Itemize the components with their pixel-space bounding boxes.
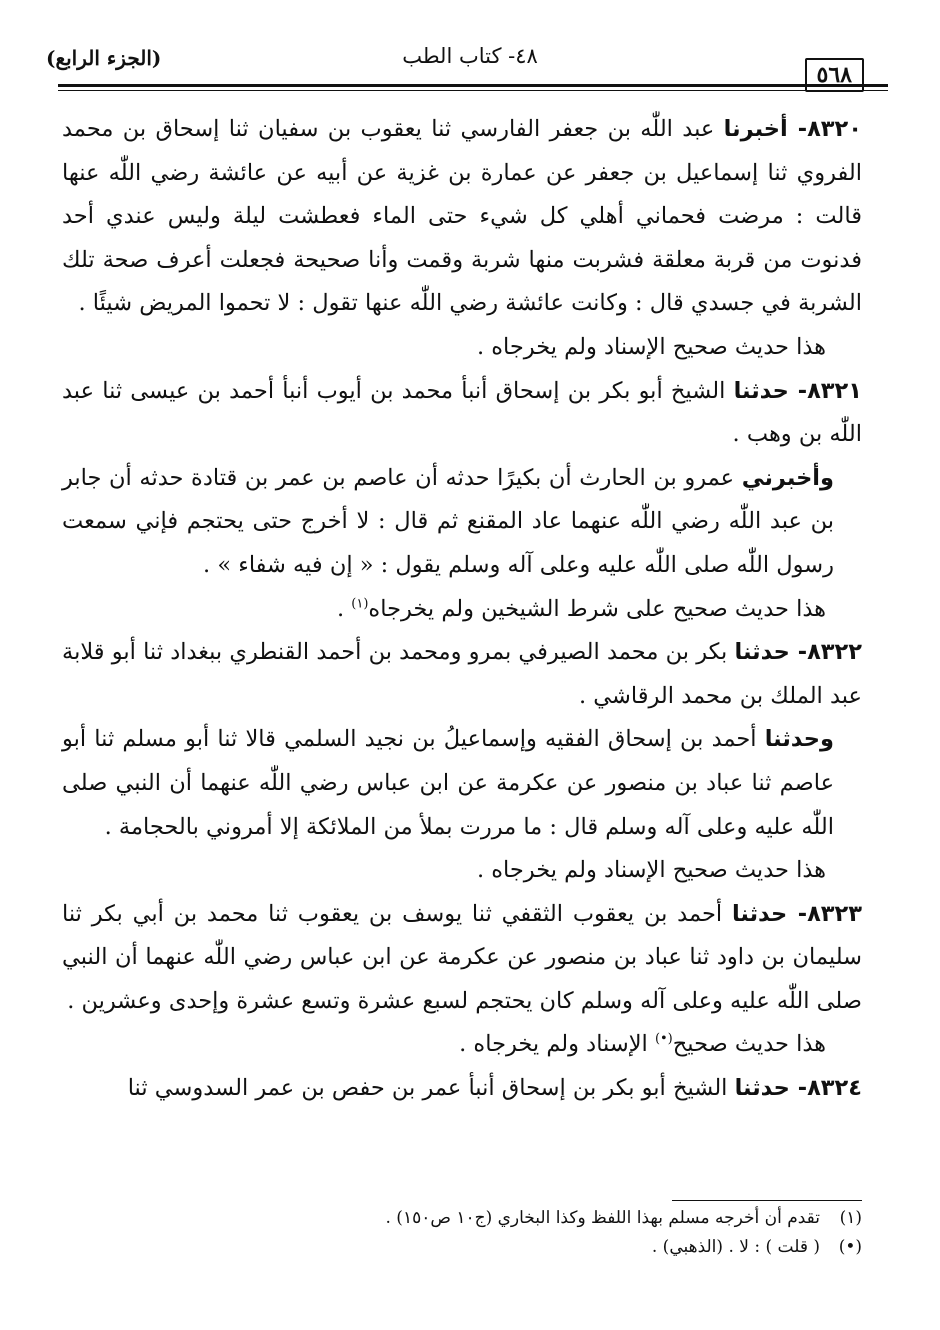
hadith-8322: ٨٣٢٢- حدثنا بكر بن محمد الصيرفي بمرو ومحمد بن أحمد القنطري ببغداد ثنا أبو قلابة عبد الملك بن محمد الرقاشي .	[62, 639, 862, 709]
footnote-text: ( قلت ) : لا . (الذهبي) .	[651, 1237, 820, 1257]
header-rule	[58, 84, 888, 91]
hadith-text: أحمد بن إسحاق الفقيه وإسماعيلُ بن نجيد السلمي قالا ثنا أبو مسلم ثنا أبو عاصم ثنا عباد بن منصور عن عكرمة عن ابن عباس رضي اللّٰه عنهما أن النبي صلى اللّٰه عليه وعلى آله وسلم قال : ما مررت بملأ من الملائكة إلا أمروني بالحجامة .	[62, 726, 834, 840]
footnote-mark: (•)	[838, 1237, 862, 1257]
narration-keyword: حدثنا	[733, 377, 789, 404]
hadith-text: أحمد بن يعقوب الثقفي ثنا يوسف بن يعقوب ثنا محمد بن أبي بكر ثنا سليمان بن داود ثنا عباد بن منصور عن عكرمة عن ابن عباس رضي اللّٰه عنهما أن النبي صلى اللّٰه عليه وعلى آله وسلم كان يحتجم لسبع عشرة وتسع عشرة وإحدى وعشرين .	[62, 900, 862, 1014]
hadith-number: ٨٣٢٢	[807, 639, 862, 666]
narration-keyword: أخبرنا	[723, 116, 788, 142]
hadith-text: الشيخ أبو بكر بن إسحاق أنبأ محمد بن أيوب أنبأ أحمد بن عيسى ثنا عبد اللّٰه بن وهب .	[62, 377, 862, 448]
page-header	[24, 34, 916, 88]
footnote	[62, 1233, 862, 1262]
hadith-8323: ٨٣٢٣- حدثنا أحمد بن يعقوب الثقفي ثنا يوسف بن يعقوب ثنا محمد بن أبي بكر ثنا سليمان بن داود ثنا عباد بن منصور عن عكرمة عن ابن عباس رضي اللّٰه عنهما أن النبي صلى اللّٰه عليه وعلى آله وسلم كان يحتجم لسبع عشرة وتسع عشرة وإحدى وعشرين .	[62, 900, 862, 1014]
hadith-grade: هذا حديث صحيح(•) الإسناد ولم يخرجاه .	[459, 1031, 826, 1058]
volume-label: (الجزء الرابع)	[46, 46, 162, 70]
hadith-text: بكر بن محمد الصيرفي بمرو ومحمد بن أحمد القنطري ببغداد ثنا أبو قلابة عبد الملك بن محمد الرقاشي .	[62, 639, 862, 709]
hadith-8322-chain-2	[62, 718, 862, 849]
narration-keyword: وحدثنا	[764, 726, 834, 753]
hadith-grade: هذا حديث صحيح على شرط الشيخين ولم يخرجاه$^{(١)}$ .	[336, 595, 826, 622]
narration-keyword: حدثنا	[734, 639, 790, 666]
hadith-8320: ٨٣٢٠- أخبرنا عبد اللّٰه بن جعفر الفارسي ثنا يعقوب بن سفيان ثنا إسحاق بن محمد الفروي ثنا إسماعيل بن جعفر عن عمارة بن غزية عن أبيه عن عائشة رضي اللّٰه عنها قالت : مرضت فحماني أهلي كل شيء حتى الماء فعطشت ليلة وليس عندي أحد فدنوت من قربة معلقة فشربت منها شربة وقمت وأنا صحيحة فجعلت أعرف صحة تلك الشربة في جسدي قال : وكانت عائشة رضي اللّٰه عنها تقول : لا تحموا المريض شيئًا .	[62, 116, 862, 317]
footnote-mark: (١)	[839, 1208, 862, 1228]
hadith-8321: ٨٣٢١- حدثنا الشيخ أبو بكر بن إسحاق أنبأ محمد بن أيوب أنبأ أحمد بن عيسى ثنا عبد اللّٰه بن وهب .	[62, 377, 863, 448]
hadith-number: ٨٣٢٤	[807, 1075, 862, 1102]
footnote-ref: (•)	[654, 1031, 673, 1047]
book-chapter-title: ٤٨- كتاب الطب	[402, 44, 538, 68]
hadith-8324: ٨٣٢٤- حدثنا الشيخ أبو بكر بن إسحاق أنبأ عمر بن حفص بن عمر السدوسي ثنا	[127, 1075, 862, 1102]
footnote-text: تقدم أن أخرجه مسلم بهذا اللفظ وكذا البخاري (ج١٠ ص١٥٠) .	[385, 1208, 820, 1228]
narration-keyword: وأخبرني	[741, 464, 834, 491]
hadith-grade: هذا حديث صحيح الإسناد ولم يخرجاه .	[476, 333, 826, 360]
hadith-grade: هذا حديث صحيح الإسناد ولم يخرجاه .	[476, 857, 826, 884]
narration-keyword: حدثنا	[731, 900, 788, 927]
narration-keyword: حدثنا	[734, 1075, 790, 1102]
footnote-separator	[672, 1200, 862, 1201]
hadith-number: ٨٣٢١	[807, 377, 863, 404]
hadith-8321-chain-2	[62, 457, 862, 588]
footnote	[62, 1204, 862, 1233]
footnote-ref: (١)	[351, 596, 369, 612]
hadith-text: الشيخ أبو بكر بن إسحاق أنبأ عمر بن حفص بن عمر السدوسي ثنا	[127, 1075, 728, 1102]
page-body	[62, 108, 862, 1111]
footnotes	[62, 1204, 862, 1262]
hadith-number: ٨٣٢٣	[807, 900, 862, 927]
page-number: ٥٦٨	[805, 58, 864, 92]
hadith-text: عبد اللّٰه بن جعفر الفارسي ثنا يعقوب بن سفيان ثنا إسحاق بن محمد الفروي ثنا إسماعيل بن جعفر عن عمارة بن غزية عن أبيه عن عائشة رضي اللّٰه عنها قالت : مرضت فحماني أهلي كل شيء حتى الماء فعطشت ليلة وليس عندي أحد فدنوت من قربة معلقة فشربت منها شربة وقمت وأنا صحيحة فجعلت أعرف صحة تلك الشربة في جسدي قال : وكانت عائشة رضي اللّٰه عنها تقول : لا تحموا المريض شيئًا .	[62, 116, 862, 317]
hadith-text: عمرو بن الحارث أن بكيرًا حدثه أن عاصم بن عمر بن قتادة حدثه أن جابر بن عبد اللّٰه رضي اللّٰه عنهما عاد المقنع ثم قال : لا أخرج حتى يحتجم فإني سمعت رسول اللّٰه صلى اللّٰه عليه وعلى آله وسلم يقول : « إن فيه شفاء » .	[62, 464, 834, 578]
hadith-number: ٨٣٢٠	[807, 116, 862, 142]
